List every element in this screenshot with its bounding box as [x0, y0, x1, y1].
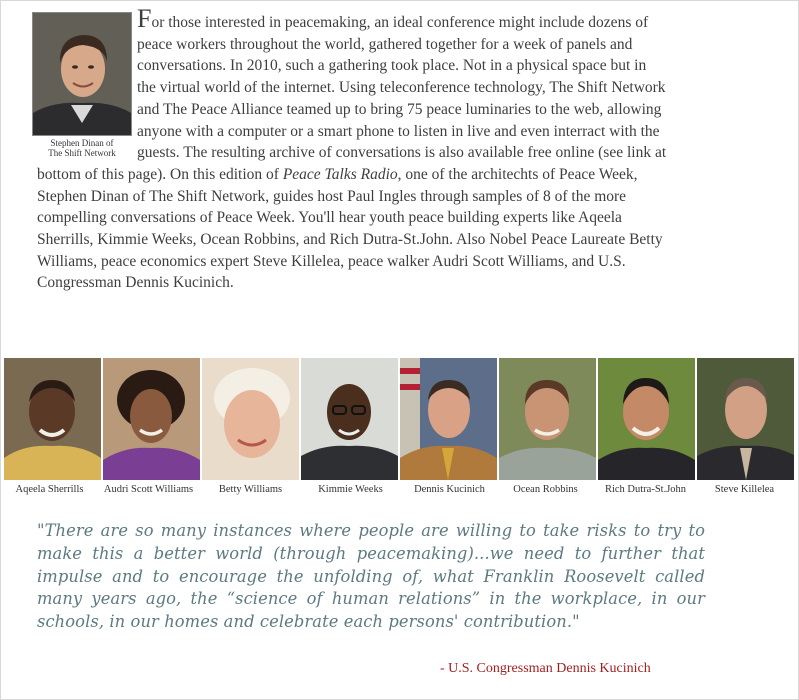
portrait-steve-killelea [697, 358, 794, 480]
portrait-ocean-robbins [499, 358, 596, 480]
caption-line-2: The Shift Network [48, 148, 116, 158]
caption-betty-williams: Betty Williams [218, 484, 283, 495]
portrait-audri-scott-williams [103, 358, 200, 480]
pull-quote: "There are so many instances where people are willing to take risks to try to make this a better world (through peacemaking)...we need to further that impulse and to encourage the unfolding of, what Franklin Roosevelt called many years ago, the “science of human relations” in the workplace, in our schools, in our homes and celebrate each persons' contribution." [37, 521, 705, 632]
caption-kimmie-weeks: Kimmie Weeks [318, 484, 383, 495]
portrait-betty-williams [202, 358, 299, 480]
caption-line-1: Stephen Dinan of [50, 138, 114, 148]
caption-dennis-kucinich: Dennis Kucinich [414, 484, 485, 495]
caption-steve-killelea: Steve Killelea [714, 484, 775, 495]
portrait-row [4, 358, 796, 480]
portrait-rich-dutra-st-john [598, 358, 695, 480]
show-title: Peace Talks Radio [282, 165, 398, 183]
intro-text-part1: or those interested in peacemaking, an ideal conference might include dozens of peace workers throughout the world, gathered together for a week of panels and conversations. In 2010, such a gathering took place. Not in a physical space but in the virtual world of the internet. Using teleconference technology, The Shift Network and The Peace Alliance teamed up to bring 75 peace luminaries to the web, allowing anyone with a computer or a smart phone to listen in live and even interract with the guests. The resulting archive of conversations is also available free online (see link at bottom of this page). On this edition of [37, 14, 667, 183]
portrait-dennis-kucinich [400, 358, 497, 480]
quote-attribution: - U.S. Congressman Dennis Kucinich [440, 661, 651, 676]
dropcap: F [137, 4, 152, 33]
portrait-kimmie-weeks [301, 358, 398, 480]
intro-text-part2: , one of the architechts of Peace Week, Stephen Dinan of The Shift Network, guides host Paul Ingles through samples of 8 of the more compelling conversations of Peace Week. You'll hear youth peace building experts like Aqeela Sherrills, Kimmie Weeks, Ocean Robbins, and Rich Dutra-St.John. Also Nobel Peace Laureate Betty Williams, peace economics expert Steve Killelea, peace walker Audri Scott Williams, and U.S. Congressman Dennis Kucinich. [37, 165, 663, 292]
caption-ocean-robbins: Ocean Robbins [513, 484, 578, 495]
intro-paragraph [37, 4, 667, 294]
portrait-aqeela-sherrills [4, 358, 101, 480]
caption-audri-scott-williams: Audri Scott Williams [103, 484, 194, 495]
caption-rich-dutra-st-john: Rich Dutra-St.John [604, 484, 687, 495]
caption-aqeela-sherrills: Aqeela Sherrills [15, 484, 84, 495]
